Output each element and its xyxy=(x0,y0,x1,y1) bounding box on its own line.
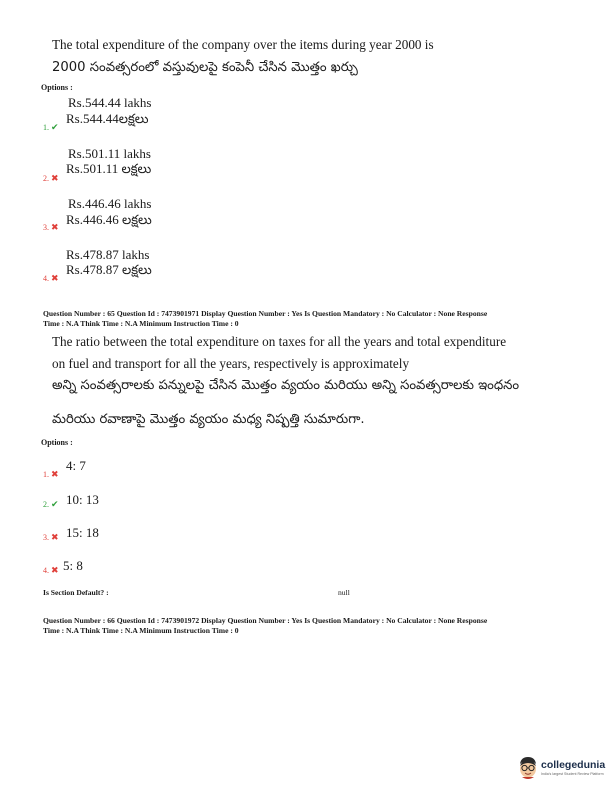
cross-icon: ✖ xyxy=(51,173,59,183)
section-default-value: null xyxy=(338,588,350,597)
cross-icon: ✖ xyxy=(51,273,59,283)
collegedunia-logo xyxy=(517,755,609,785)
options-label: Options : xyxy=(41,83,73,92)
option-4-text-en: Rs.478.87 lakhs xyxy=(66,247,150,262)
question-65-text-en-2: on fuel and transport for all the years, respectively is approximately xyxy=(52,356,410,371)
cross-icon: ✖ xyxy=(51,469,59,479)
cross-icon: ✖ xyxy=(51,565,59,575)
option-4-text-te: Rs.478.87 లక్షలు xyxy=(66,262,152,277)
option-2-value: 10: 13 xyxy=(66,492,99,507)
option-4-value: 5: 8 xyxy=(63,558,83,573)
question-66-meta xyxy=(43,616,487,636)
question-65-meta xyxy=(43,309,487,329)
question-65-meta-line-2: Time : N.A Think Time : N.A Minimum Instruction Time : 0 xyxy=(43,319,239,328)
option-3-text-en: Rs.446.46 lakhs xyxy=(68,196,152,211)
question-65-text-te-1: అన్ని సంవత్సరాలకు పన్నులపై చేసిన మొత్తం వ్యయం మరియు అన్ని సంవత్సరాలకు ఇంధనం xyxy=(52,378,520,393)
check-icon: ✔ xyxy=(51,122,59,132)
option-1-text-en: Rs.544.44 lakhs xyxy=(68,95,152,110)
option-3-number: 3. ✖ xyxy=(43,532,59,542)
mascot-icon xyxy=(517,755,539,779)
question-66-meta-line-2: Time : N.A Think Time : N.A Minimum Instruction Time : 0 xyxy=(43,626,239,635)
option-1-text-te: Rs.544.44లక్షలు xyxy=(66,111,149,126)
option-3-value: 15: 18 xyxy=(66,525,99,540)
cross-icon: ✖ xyxy=(51,532,59,542)
option-4-number: 4. ✖ xyxy=(43,565,59,575)
question-text-te: 2000 సంవత్సరంలో వస్తువులపై కంపెనీ చేసిన మొత్తం ఖర్చు xyxy=(52,60,358,75)
option-3-text-te: Rs.446.46 లక్షలు xyxy=(66,212,152,227)
question-65-meta-line-1: Question Number : 65 Question Id : 7473901971 Display Question Number : Yes Is Question Mandatory : No Calculator : None Response xyxy=(43,309,488,318)
brand-name: collegedunia xyxy=(541,759,606,771)
option-2-text-en: Rs.501.11 lakhs xyxy=(68,146,151,161)
option-2-number: 2. ✖ xyxy=(43,173,59,183)
question-65-text-en-1: The ratio between the total expenditure on taxes for all the years and total expenditure xyxy=(52,334,507,349)
question-65-text-te-2: మరియు రవాణాపై మొత్తం వ్యయం మధ్య నిష్పత్తి సుమారుగా. xyxy=(52,412,365,427)
brand-tagline: India's largest Student Review Platform xyxy=(541,772,604,776)
option-1-number: 1. ✖ xyxy=(43,469,59,479)
option-1-value: 4: 7 xyxy=(66,458,86,473)
option-2-text-te: Rs.501.11 లక్షలు xyxy=(66,161,152,176)
option-4-number: 4. ✖ xyxy=(43,273,59,283)
section-default-label: Is Section Default? : xyxy=(43,588,109,597)
options-label: Options : xyxy=(41,438,73,447)
option-2-number: 2. ✔ xyxy=(43,499,59,509)
cross-icon: ✖ xyxy=(51,222,59,232)
question-66-meta-line-1: Question Number : 66 Question Id : 7473901972 Display Question Number : Yes Is Question Mandatory : No Calculator : None Response xyxy=(43,616,488,625)
check-icon: ✔ xyxy=(51,499,59,509)
option-3-number: 3. ✖ xyxy=(43,222,59,232)
question-text-en: The total expenditure of the company over the items during year 2000 is xyxy=(52,37,434,52)
option-1-number: 1. ✔ xyxy=(43,122,59,132)
